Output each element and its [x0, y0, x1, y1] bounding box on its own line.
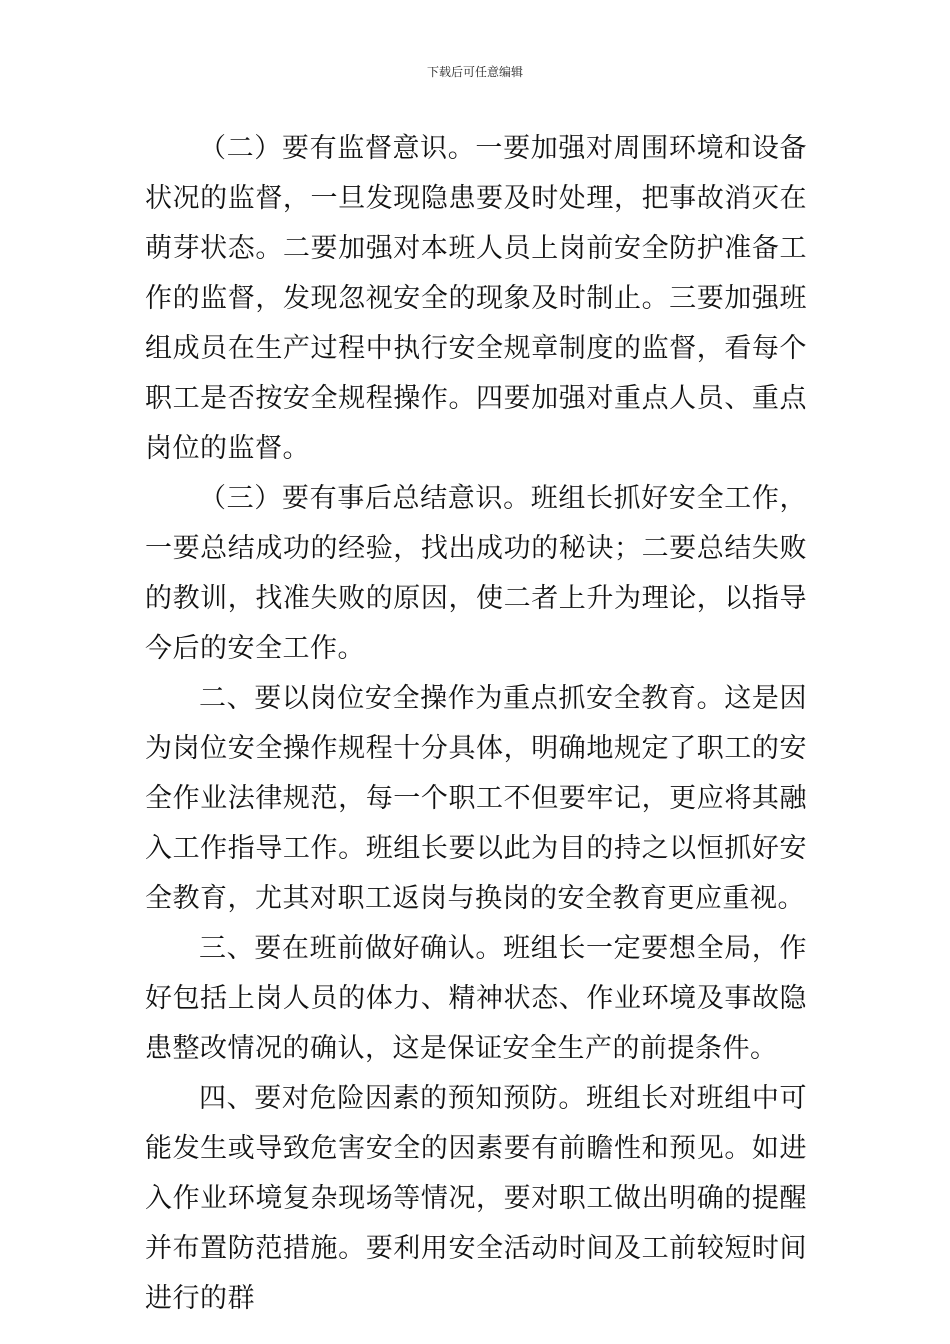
paragraph-post-education: 二、要以岗位安全操作为重点抓安全教育。这是因为岗位安全操作规程十分具体，明确地规定了职工的安全作业法律规范，每一个职工不但要牢记，更应将其融入工作指导工作。班组长要以此为目的持之以恒抓好安全教育，尤其对职工返岗与换岗的安全教育更应重视。: [145, 683, 807, 914]
document-body: [145, 124, 807, 1324]
paragraph-supervision: （二）要有监督意识。一要加强对周围环境和设备状况的监督，一旦发现隐患要及时处理，把事故消灭在萌芽状态。二要加强对本班人员上岗前安全防护准备工作的监督，发现忽视安全的现象及时制止。三要加强班组成员在生产过程中执行安全规章制度的监督，看每个职工是否按安全规程操作。四要加强对重点人员、重点岗位的监督。: [145, 133, 807, 464]
paragraph-pre-shift-confirmation: 三、要在班前做好确认。班组长一定要想全局，作好包括上岗人员的体力、精神状态、作业环境及事故隐患整改情况的确认，这是保证安全生产的前提条件。: [145, 933, 807, 1064]
paragraph-risk-prevention: 四、要对危险因素的预知预防。班组长对班组中可能发生或导致危害安全的因素要有前瞻性和预见。如进入作业环境复杂现场等情况，要对职工做出明确的提醒并布置防范措施。要利用安全活动时间及工前较短时间进行的群: [145, 1083, 807, 1314]
paragraph-summary: （三）要有事后总结意识。班组长抓好安全工作，一要总结成功的经验，找出成功的秘诀；二要总结失败的教训，找准失败的原因，使二者上升为理论，以指导今后的安全工作。: [145, 483, 807, 664]
page-header: 下载后可任意编辑: [426, 65, 523, 79]
